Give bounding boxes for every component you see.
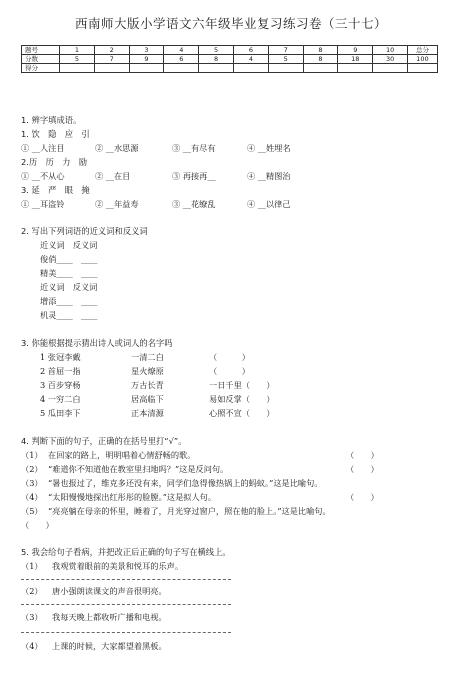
q3-answer-blank[interactable]: 易如反掌（ ） xyxy=(209,394,275,404)
q4-number: （3） xyxy=(21,478,43,488)
q3-answer-blank[interactable]: （ ） xyxy=(209,352,250,362)
q4-number: （4） xyxy=(21,492,43,502)
score-cell: 总分 xyxy=(408,46,438,55)
q5-number: （1） xyxy=(21,561,43,571)
score-input-cell[interactable] xyxy=(303,64,338,73)
q4-sentence: “难道你不知道他在教室里扫地吗？”这是反问句。 xyxy=(48,464,229,474)
q1-heading: 1. 辨字填成语。 xyxy=(21,115,82,125)
q5-answer-line[interactable] xyxy=(21,632,231,633)
score-cell: 9 xyxy=(129,55,164,64)
score-cell: 5 xyxy=(60,55,95,64)
q2-column-heads: 近义词 反义词 xyxy=(40,282,98,292)
score-cell: 100 xyxy=(408,55,438,64)
q3-clue: 4 一穷二白 xyxy=(40,394,81,404)
score-input-cell[interactable] xyxy=(129,64,164,73)
score-cell: 8 xyxy=(303,46,338,55)
q3-clue: 万古长青 xyxy=(131,380,164,390)
q1-item[interactable]: ① __人注目 xyxy=(21,143,65,153)
q2-heading: 2. 写出下列词语的近义词和反义词 xyxy=(21,226,148,236)
score-cell: 6 xyxy=(233,46,268,55)
q1-item[interactable]: ④ __以律己 xyxy=(247,199,291,209)
score-cell: 6 xyxy=(164,55,199,64)
q1-group2-chars: 2.历 历 力 励 xyxy=(21,157,87,167)
score-cell: 5 xyxy=(199,46,234,55)
score-cell: 10 xyxy=(373,46,408,55)
score-input-cell[interactable] xyxy=(338,64,373,73)
score-cell: 3 xyxy=(129,46,164,55)
score-cell: 2 xyxy=(94,46,129,55)
q4-answer-blank[interactable]: （ ） xyxy=(346,492,379,502)
q5-sentence: 我每天晚上都收听广播和电视。 xyxy=(52,612,167,622)
q1-item[interactable]: ④ __精图治 xyxy=(247,171,291,181)
q4-sentence: “太阳慢慢地探出红彤彤的脸膛。”这是拟人句。 xyxy=(48,492,217,502)
q4-number: （1） xyxy=(21,450,43,460)
score-cell: 8 xyxy=(199,55,234,64)
q3-heading: 3. 你能根据提示猜出诗人或词人的名字吗 xyxy=(21,338,173,348)
q3-clue: 5 瓜田李下 xyxy=(40,408,81,418)
q1-item[interactable]: ② __年益寿 xyxy=(95,199,139,209)
score-cell: 4 xyxy=(164,46,199,55)
q1-item[interactable]: ③ __有尽有 xyxy=(172,143,216,153)
q5-sentence: 上课的时候，大家都望着黑板。 xyxy=(52,641,167,651)
q3-clue: 一清二白 xyxy=(131,352,164,362)
q3-clue: 3 百步穿杨 xyxy=(40,380,81,390)
q1-item[interactable]: ③ 再接再__ xyxy=(172,171,216,181)
score-cell: 30 xyxy=(373,55,408,64)
score-input-cell[interactable] xyxy=(60,64,95,73)
q5-heading: 5. 我会给句子看病，并把改正后正确的句子写在横线上。 xyxy=(21,547,231,557)
score-cell: 8 xyxy=(303,55,338,64)
q1-group1-chars: 1. 饮 隐 应 引 xyxy=(21,129,90,139)
q4-answer-blank[interactable]: （ ） xyxy=(21,520,54,530)
score-cell: 7 xyxy=(94,55,129,64)
q4-number: （2） xyxy=(21,464,43,474)
score-table xyxy=(21,45,438,73)
score-input-cell[interactable] xyxy=(94,64,129,73)
score-cell: 5 xyxy=(268,55,303,64)
q3-clue: 1 张冠李戴 xyxy=(40,352,81,362)
score-cell: 18 xyxy=(338,55,373,64)
score-cell: 得分 xyxy=(22,64,60,73)
q1-item[interactable]: ③ __花缭乱 xyxy=(172,199,216,209)
q3-clue: 居高临下 xyxy=(131,394,164,404)
q3-answer-blank[interactable]: 一日千里（ ） xyxy=(209,380,275,390)
q1-item[interactable]: ② __水思源 xyxy=(95,143,139,153)
q3-answer-blank[interactable]: （ ） xyxy=(209,366,250,376)
q5-sentence: 我观赏着眼前的美景和悦耳的乐声。 xyxy=(52,561,184,571)
score-cell: 题号 xyxy=(22,46,60,55)
q1-group3-chars: 3. 延 严 眼 掩 xyxy=(21,185,90,195)
q5-number: （4） xyxy=(21,641,43,651)
q1-item[interactable]: ① __不从心 xyxy=(21,171,65,181)
q2-word[interactable]: 机灵____ ____ xyxy=(40,310,98,320)
q3-answer-blank[interactable]: 心照不宣（ ） xyxy=(209,408,275,418)
score-cell: 分数 xyxy=(22,55,60,64)
q4-answer-blank[interactable]: （ ） xyxy=(346,450,379,460)
q4-answer-blank[interactable]: （ ） xyxy=(346,464,379,474)
score-input-cell[interactable] xyxy=(199,64,234,73)
q5-answer-line[interactable] xyxy=(21,579,231,580)
score-input-cell[interactable] xyxy=(373,64,408,73)
q3-clue: 星火燎原 xyxy=(131,366,164,376)
q5-number: （3） xyxy=(21,612,43,622)
score-input-cell[interactable] xyxy=(268,64,303,73)
q4-heading: 4. 判断下面的句子，正确的在括号里打“√”。 xyxy=(21,436,187,446)
q2-word[interactable]: 增添____ ____ xyxy=(40,296,98,306)
q2-word[interactable]: 精美____ ____ xyxy=(40,268,98,278)
score-cell: 1 xyxy=(60,46,95,55)
score-input-cell[interactable] xyxy=(233,64,268,73)
q4-sentence: 在回家的路上，明明唱着心情舒畅的歌。 xyxy=(48,450,196,460)
score-input-cell[interactable] xyxy=(164,64,199,73)
score-row-question xyxy=(22,46,438,55)
q5-number: （2） xyxy=(21,586,43,596)
score-row-points xyxy=(22,55,438,64)
q4-sentence: “亮亮躺在母亲的怀里，睡着了，月光穿过窗户，照在他的脸上。”这是比喻句。 xyxy=(48,506,331,516)
q1-item[interactable]: ④ __姓埋名 xyxy=(247,143,291,153)
score-cell: 9 xyxy=(338,46,373,55)
score-row-earned xyxy=(22,64,438,73)
score-cell: 7 xyxy=(268,46,303,55)
q3-clue: 正本清源 xyxy=(131,408,164,418)
q5-answer-line[interactable] xyxy=(21,604,231,605)
score-input-cell[interactable] xyxy=(408,64,438,73)
q1-item[interactable]: ② __在目 xyxy=(95,171,131,181)
page-title: 西南师大版小学语文六年级毕业复习练习卷（三十七） xyxy=(74,16,387,31)
q2-word[interactable]: 俊俏____ ____ xyxy=(40,254,98,264)
q3-clue: 2 首屈一指 xyxy=(40,366,81,376)
q5-sentence: 唐小强朗读课文的声音很明亮。 xyxy=(52,586,167,596)
q4-sentence: “暑也报过了，维克多还没有来，同学们急得像热锅上的蚂蚁。”这是比喻句。 xyxy=(48,478,323,488)
q4-number: （5） xyxy=(21,506,43,516)
q1-item[interactable]: ① __耳盗铃 xyxy=(21,199,65,209)
q2-column-heads: 近义词 反义词 xyxy=(40,240,98,250)
score-cell: 4 xyxy=(233,55,268,64)
